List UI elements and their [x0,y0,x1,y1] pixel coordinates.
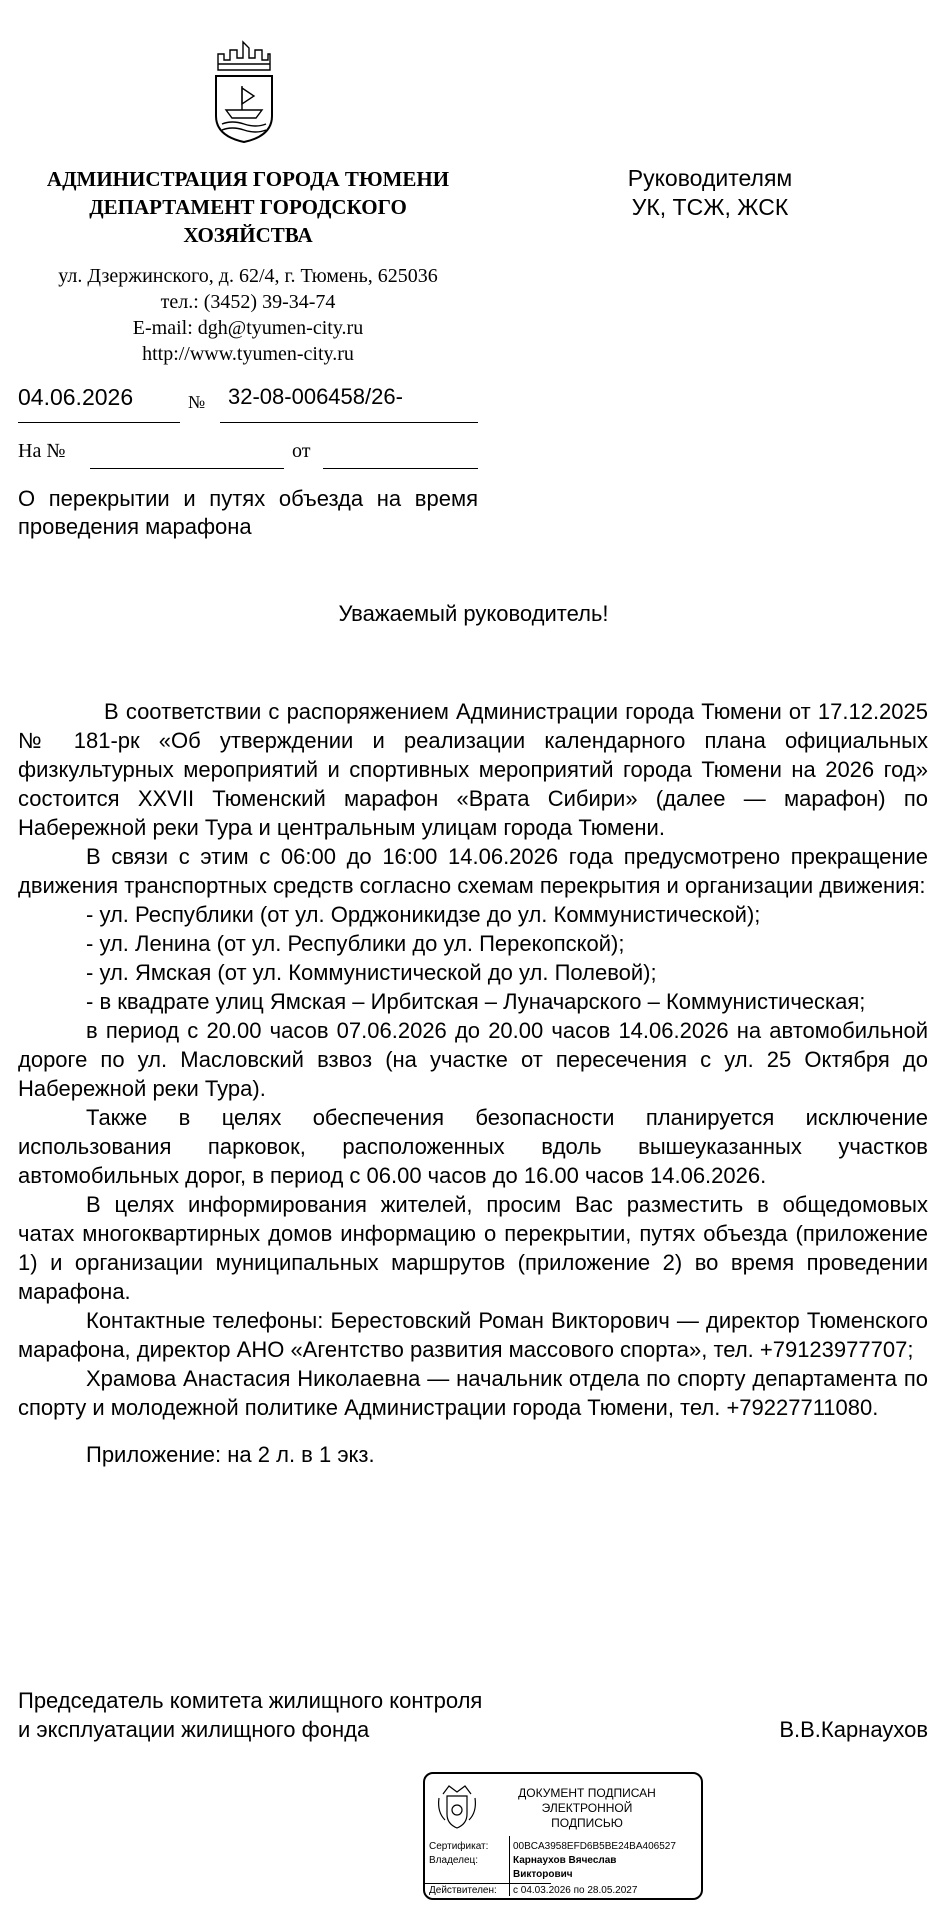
document-number: 32-08-006458/26- [228,384,403,409]
list-item: - ул. Республики (от ул. Орджоникидзе до ул. Коммунистической); [86,902,761,927]
electronic-signature-stamp [423,1772,703,1900]
stamp-title-line: ЭЛЕКТРОННОЙ ПОДПИСЬЮ [541,1801,633,1830]
signature-block [18,1686,928,1744]
org-line: АДМИНИСТРАЦИЯ ГОРОДА ТЮМЕНИ [46,167,450,191]
phone-line: тел.: (3452) 39-34-74 [160,291,336,313]
signer-position: Председатель комитета жилищного контроля [18,1688,483,1713]
validity-value: с 04.03.2026 по 28.05.2027 [513,1885,638,1896]
paragraph: Также в целях обеспечения безопасности планируется исключение использования парковок, расположенных вдоль вышеуказанных участков автомобильных дорог, в период с 06.00 часов до 16.00 часов 14.06.2026. [18,1105,928,1188]
paragraph: В связи с этим с 06:00 до 16:00 14.06.2026 года предусмотрено прекращение движения транспортных средств согласно схемам перекрытия и организации движения: [18,844,928,898]
from-label: от [292,440,311,462]
recipient-block [590,164,830,222]
stamp-title [507,1786,667,1831]
salutation: Уважаемый руководитель! [338,601,609,626]
emblem-icon [435,1782,479,1830]
email-line: E-mail: dgh@tyumen-city.ru [132,317,364,339]
owner-value-cont: Викторович [513,1869,573,1880]
owner-row [429,1854,616,1867]
number-label: № [188,392,206,412]
document-date: 04.06.2026 [18,384,134,410]
signer-position: и эксплуатации жилищного фонда [18,1717,370,1742]
website-line: http://www.tyumen-city.ru [142,343,354,365]
certificate-label: Сертификат: [429,1841,489,1852]
org-line: ХОЗЯЙСТВА [183,223,313,247]
list-item: - в квадрате улиц Ямская – Ирбитская – Луначарского – Коммунистическая; [86,989,866,1014]
organization-name [18,165,478,249]
recipient-line: Руководителям [627,165,793,191]
validity-label: Действителен: [429,1885,497,1896]
reference-underline [90,468,284,469]
letter-body [18,697,928,1469]
validity-row [429,1884,637,1897]
number-underline [220,422,478,423]
stamp-title-line: ДОКУМЕНТ ПОДПИСАН [518,1786,656,1800]
paragraph: Храмова Анастасия Николаевна — начальник отдела по спорту департамента по спорту и молодежной политике Администрации города Тюмени, тел. +79227711080. [18,1366,928,1420]
organization-address [18,263,478,367]
attachment-note: Приложение: на 2 л. в 1 экз. [86,1442,375,1467]
list-item: - ул. Ямская (от ул. Коммунистической до ул. Полевой); [86,960,657,985]
owner-value: Карнаухов Вячеслав [513,1855,617,1866]
list-item: - ул. Ленина (от ул. Республики до ул. Перекопской); [86,931,625,956]
certificate-row [429,1840,676,1853]
paragraph: В соответствии с распоряжением Администрации города Тюмени от 17.12.2025 № 181-рк «Об утверждении и реализации календарного плана официальных физкультурных мероприятий и спортивных мероприятий города Тюмени на 2026 год» состоится XXVII Тюменский марафон «Врата Сибири» (далее — марафон) по Набережной реки Тура и центральным улицам города Тюмени. [18,699,928,840]
address-line: ул. Дзержинского, д. 62/4, г. Тюмень, 625036 [58,265,438,287]
date-underline [18,422,180,423]
owner-label: Владелец: [429,1855,479,1866]
certificate-value: 00BCA3958EFD6B5BE24BA406527 [513,1841,676,1852]
recipient-line: УК, ТСЖ, ЖСК [631,194,789,220]
owner-row-cont [429,1868,573,1881]
paragraph: В целях информирования жителей, просим Вас разместить в общедомовых чатах многоквартирных домов информацию о перекрытии, путях объезда (приложение 1) и организации муниципальных маршрутов (приложение 2) во время проведении марафона. [18,1192,928,1304]
from-underline [323,468,478,469]
signer-name: В.В.Карнаухов [779,1717,928,1742]
org-line: ДЕПАРТАМЕНТ ГОРОДСКОГО [89,195,407,219]
reference-label: На № [18,440,66,462]
paragraph: Контактные телефоны: Берестовский Роман Викторович — директор Тюменского марафона, директор АНО «Агентство развития массового спорта», тел. +79123977707; [18,1308,928,1362]
document-subject: О перекрытии и путях объезда на время проведения марафона [18,486,478,539]
paragraph: в период с 20.00 часов 07.06.2026 до 20.00 часов 14.06.2026 на автомобильной дороге по ул. Масловский взвоз (на участке от пересечения с ул. 25 Октября до Набережной реки Тура). [18,1018,928,1101]
coat-of-arms-emblem [210,36,276,144]
